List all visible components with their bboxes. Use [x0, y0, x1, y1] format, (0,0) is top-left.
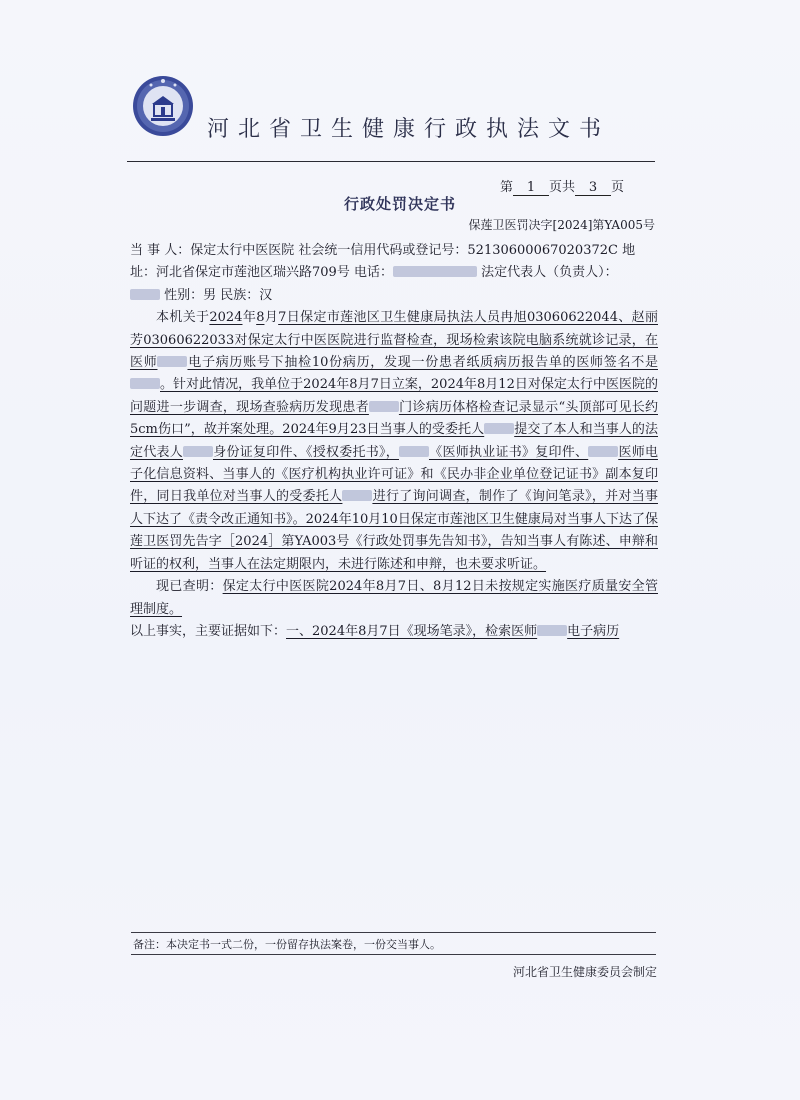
redacted-name: [588, 446, 618, 457]
footnote: 备注：本决定书一式二份，一份留存执法案卷，一份交当事人。: [133, 938, 441, 951]
p1-j: 进行了询问调查，制作了《询问笔录》，并对当事人下达了《责令改正通知书》。2024年10月10日保定市莲池区卫生健康局对当事人下达了保莲卫医罚先告字［2024］第YA003号《行政处罚事先告知书》，告知当事人有陈述、申辩和听证的权利，当事人在法定期限内，未进行陈述和申辩，也未要求听证。: [130, 489, 658, 572]
redacted-name: [484, 423, 514, 434]
redacted-name: [537, 625, 567, 636]
document-title: 行政处罚决定书: [343, 195, 456, 213]
footnote-rule-bottom: [131, 954, 656, 955]
p3-b: 一、2024年8月7日《现场笔录》，检索医师: [286, 623, 538, 639]
p1-h: 《医师执业证书》复印件、: [428, 444, 589, 460]
p2-b: 保定太行中医医院2024年8月7日、8月12日未按规定实施医疗质量安全管理制度。: [130, 579, 658, 617]
p1-i: 医师电子化信息资料、当事人的《医疗机构执业许可证》和《民办非企业单位登记证书》副本复印件，同日我单位对当事人的受委托人: [130, 444, 658, 505]
p3-a: 以上事实，主要证据如下：: [130, 623, 287, 639]
paragraph-evidence: [130, 621, 658, 643]
page-label-suffix: 页: [611, 180, 625, 195]
p1-year-unit: 年: [242, 310, 257, 326]
issuing-authority: 河北省卫生健康委员会制定: [512, 965, 657, 979]
p1-a: 本机关于: [156, 310, 210, 326]
page-label-prefix: 第: [500, 180, 514, 195]
redacted-name: [369, 401, 399, 412]
party-line-1: [130, 240, 658, 262]
document-number: 保莲卫医罚决字[2024]第YA005号: [468, 218, 655, 232]
page-total: 3: [575, 180, 611, 196]
redacted-name: [399, 446, 429, 457]
agency-title: 河北省卫生健康行政执法文书: [207, 117, 611, 142]
p1-d: 。针对此情况，我单位于2024年8月7日立案，2024年8月12日对保定太行中医医院的问题进一步调查，现场查验病历发现患者: [130, 377, 658, 415]
p1-year: 2024: [209, 310, 243, 326]
footnote-rule-top: [131, 932, 656, 933]
p1-month: 8: [256, 310, 265, 326]
party-line-2b: 法定代表人（负责人）：: [476, 265, 618, 281]
p1-g: 身份证复印件、《授权委托书》，: [213, 444, 399, 460]
redacted-name: [183, 446, 213, 457]
redacted-name: [342, 490, 372, 501]
p2-a: 现已查明：: [156, 579, 223, 595]
redacted-name: [157, 356, 187, 367]
party-line-3-text: 性别：男 民族：汉: [160, 287, 273, 303]
p3-c: 电子病历: [567, 623, 620, 639]
party-line-3: [130, 285, 658, 307]
p1-b: 日保定市莲池区卫生健康局执法人员冉旭03060622044、赵丽芳03060622033对保定太行中医医院进行监督检查，现场检索该院电脑系统就诊记录，在医师: [130, 310, 658, 371]
document-body: [130, 240, 658, 643]
p1-c: 电子病历账号下抽检10份病历，发现一份患者纸质病历报告单的医师签名不是: [187, 355, 658, 371]
party-line-2a: 址：河北省保定市莲池区瑞兴路709号 电话：: [130, 265, 393, 281]
redacted-name: [130, 378, 160, 389]
p1-f: 提交了本人和当事人的法定代表人: [130, 422, 658, 460]
p1-month-unit: 月: [264, 310, 279, 326]
party-line-1-text: 当 事 人：保定太行中医医院 社会统一信用代码或登记号：52130600067020372C 地: [130, 243, 636, 258]
party-line-2: [130, 262, 658, 284]
national-emblem-icon: [131, 74, 195, 138]
page-label-mid: 页共: [549, 180, 576, 195]
page-current: 1: [513, 180, 549, 196]
redacted-name: [130, 289, 160, 300]
p1-e: 门诊病历体格检查记录显示“头顶部可见长约5cm伤口”，故并案处理。2024年9月23日当事人的受委托人: [130, 399, 658, 438]
redacted-phone: [393, 266, 477, 277]
p1-day: 7: [278, 310, 287, 326]
paragraph-findings: [130, 576, 658, 621]
header-rule: [127, 161, 655, 162]
paragraph-case-facts: [130, 307, 658, 576]
